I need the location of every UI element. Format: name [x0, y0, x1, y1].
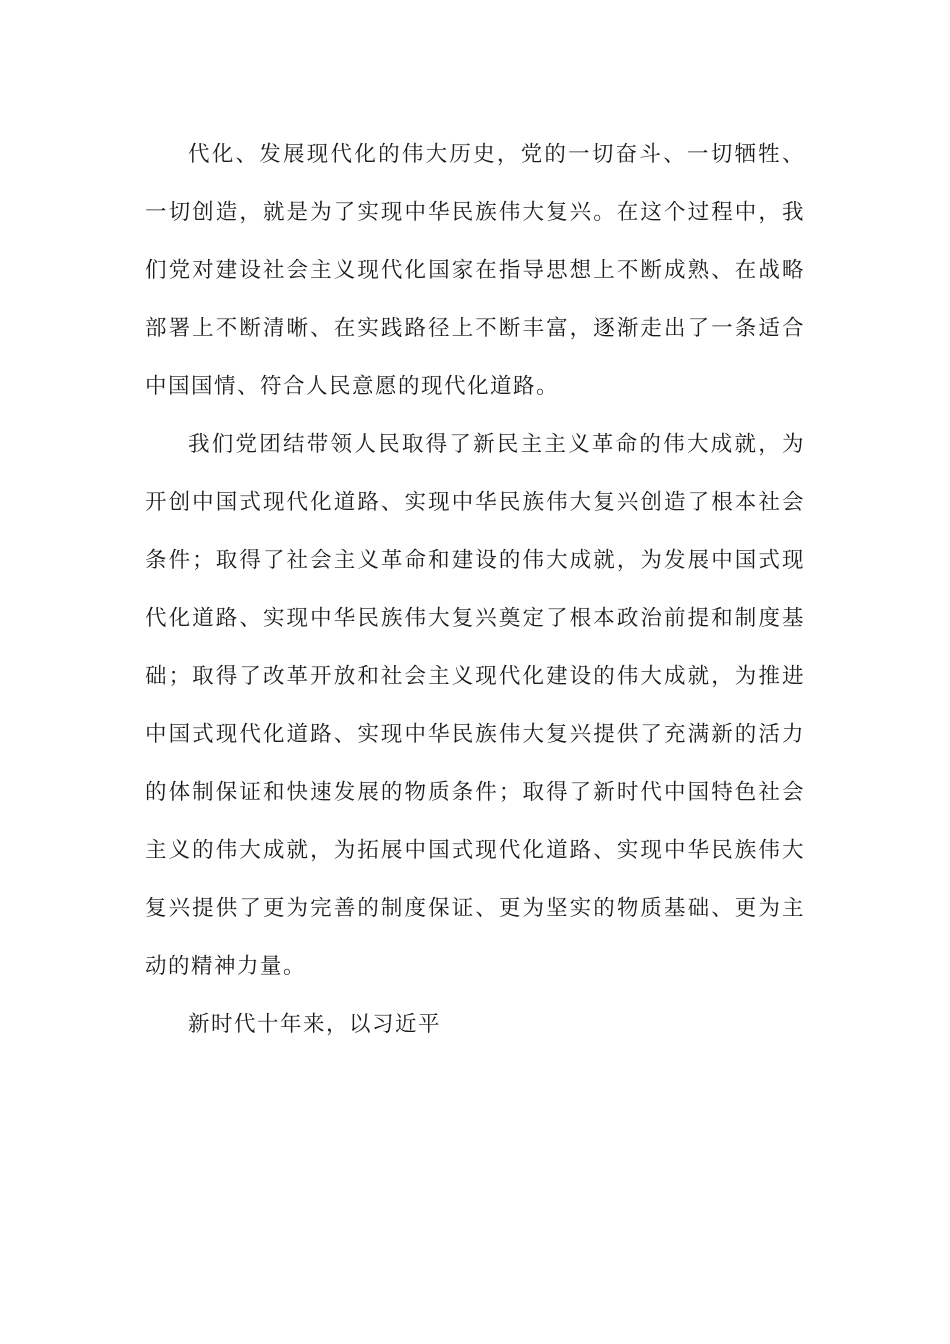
paragraph-1: 代化、发展现代化的伟大历史，党的一切奋斗、一切牺牲、一切创造，就是为了实现中华民族伟大复兴。在这个过程中，我们党对建设社会主义现代化国家在指导思想上不断成熟、在战略部署上不断清晰、在实践路径上不断丰富，逐渐走出了一条适合中国国情、符合人民意愿的现代化道路。: [145, 142, 805, 399]
document-body: [145, 126, 805, 1054]
paragraph-3: 新时代十年来，以习近平: [188, 1012, 442, 1037]
paragraph-2: 我们党团结带领人民取得了新民主主义革命的伟大成就，为开创中国式现代化道路、实现中华民族伟大复兴创造了根本社会条件；取得了社会主义革命和建设的伟大成就，为发展中国式现代化道路、实现中华民族伟大复兴奠定了根本政治前提和制度基础；取得了改革开放和社会主义现代化建设的伟大成就，为推进中国式现代化道路、实现中华民族伟大复兴提供了充满新的活力的体制保证和快速发展的物质条件；取得了新时代中国特色社会主义的伟大成就，为拓展中国式现代化道路、实现中华民族伟大复兴提供了更为完善的制度保证、更为坚实的物质基础、更为主动的精神力量。: [145, 432, 805, 979]
